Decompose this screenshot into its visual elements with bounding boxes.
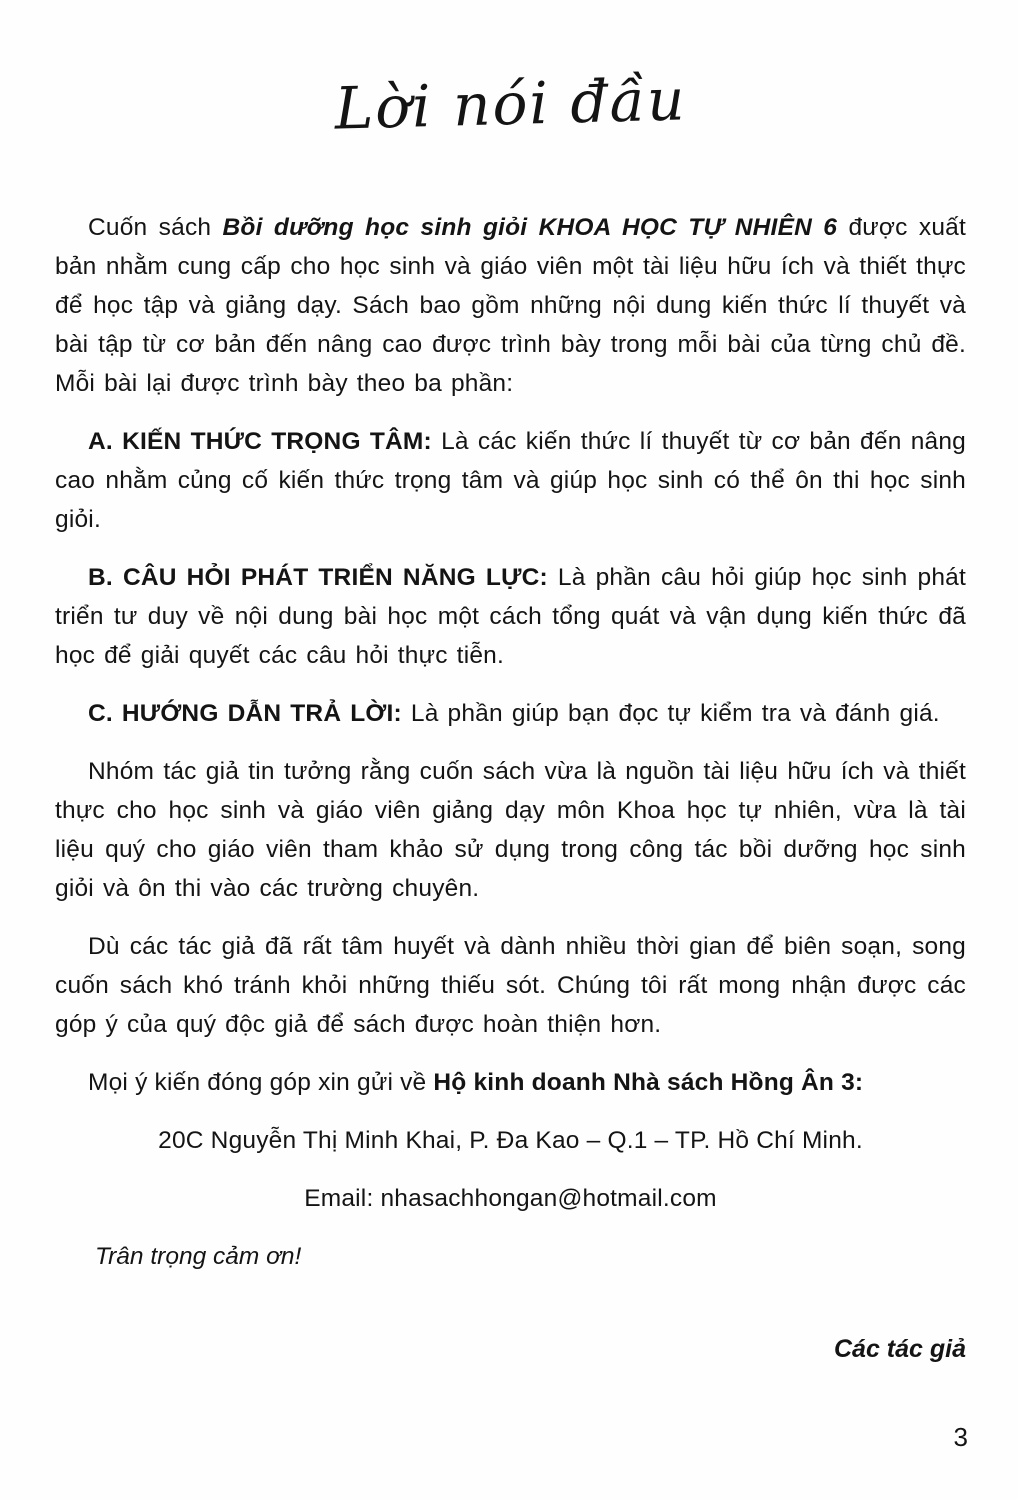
closing-text-1: Nhóm tác giả tin tưởng rằng cuốn sách vừa là nguồn tài liệu hữu ích và thiết thực cho học sinh và giáo viên giảng dạy môn Khoa học tự nhiên, vừa là tài liệu quý cho giáo viên tham khảo sử dụng trong công tác bồi dưỡng học sinh giỏi và ôn thi vào các trường chuyên. bbox=[55, 758, 966, 902]
intro-paragraph bbox=[55, 208, 966, 403]
section-b-text: Là phần câu hỏi giúp học sinh phát triển tư duy về nội dung bài học một cách tổng quát và vận dụng kiến thức đã học để giải quyết các câu hỏi thực tiễn. bbox=[55, 564, 966, 669]
closing-paragraph-1 bbox=[55, 752, 966, 908]
closing-paragraph-2 bbox=[55, 927, 966, 1044]
page-title: Lời nói đầu bbox=[333, 65, 688, 143]
contact-text-pre: Mọi ý kiến đóng góp xin gửi về bbox=[88, 1069, 434, 1096]
publisher-name: Hộ kinh doanh Nhà sách Hồng Ân 3: bbox=[433, 1069, 864, 1096]
section-b-heading: B. CÂU HỎI PHÁT TRIỂN NĂNG LỰC: bbox=[88, 564, 548, 591]
section-a-text: Là các kiến thức lí thuyết từ cơ bản đến nâng cao nhằm củng cố kiến thức trọng tâm và giúp học sinh có thể ôn thi học sinh giỏi. bbox=[55, 428, 966, 533]
section-c-paragraph bbox=[55, 694, 966, 733]
section-a-paragraph bbox=[55, 422, 966, 539]
intro-text-pre: Cuốn sách bbox=[88, 214, 223, 241]
thanks-line: Trân trọng cảm ơn! bbox=[95, 1243, 302, 1270]
intro-text-post: được xuất bản nhằm cung cấp cho học sinh và giáo viên một tài liệu hữu ích và thiết thực để học tập và giảng dạy. Sách bao gồm những nội dung kiến thức lí thuyết và bài tập từ cơ bản đến nâng cao được trình bày trong mỗi bài của từng chủ đề. Mỗi bài lại được trình bày theo ba phần: bbox=[55, 214, 966, 397]
section-b-paragraph bbox=[55, 558, 966, 675]
publisher-email: Email: nhasachhongan@hotmail.com bbox=[304, 1185, 717, 1212]
publisher-address: 20C Nguyễn Thị Minh Khai, P. Đa Kao – Q.1 – TP. Hồ Chí Minh. bbox=[158, 1127, 863, 1154]
contact-paragraph bbox=[55, 1063, 966, 1102]
book-title-emphasis: Bồi dưỡng học sinh giỏi KHOA HỌC TỰ NHIÊN 6 bbox=[222, 214, 838, 241]
section-a-heading: A. KIẾN THỨC TRỌNG TÂM: bbox=[88, 428, 432, 455]
closing-text-2: Dù các tác giả đã rất tâm huyết và dành nhiều thời gian để biên soạn, song cuốn sách khó tránh khỏi những thiếu sót. Chúng tôi rất mong nhận được các góp ý của quý độc giả để sách được hoàn thiện hơn. bbox=[55, 933, 966, 1038]
page-number: 3 bbox=[953, 1422, 968, 1452]
authors-signature: Các tác giả bbox=[833, 1335, 966, 1363]
section-c-heading: C. HƯỚNG DẪN TRẢ LỜI: bbox=[88, 700, 402, 727]
section-c-text: Là phần giúp bạn đọc tự kiểm tra và đánh giá. bbox=[401, 700, 940, 727]
